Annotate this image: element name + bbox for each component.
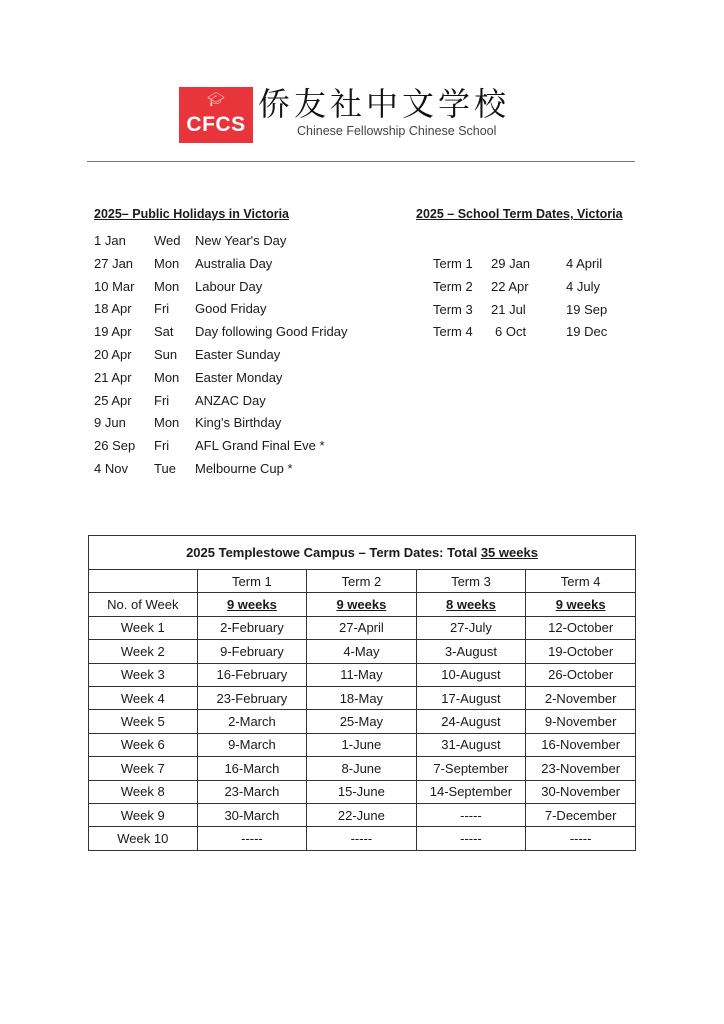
table-caption	[89, 536, 636, 570]
table-cell: 18-May	[307, 686, 416, 709]
holiday-date: 19 Apr	[94, 324, 132, 340]
row-label: Week 8	[89, 780, 198, 803]
holiday-item	[94, 279, 374, 302]
holiday-day: Fri	[154, 301, 170, 317]
table-cell: 16-November	[526, 733, 636, 756]
holiday-item	[94, 438, 374, 461]
holiday-date: 9 Jun	[94, 415, 126, 431]
holiday-name: Day following Good Friday	[195, 324, 348, 340]
table-cell: 23-March	[197, 780, 307, 803]
term-label: Term 3	[433, 301, 473, 317]
table-row	[89, 710, 636, 733]
term-label: Term 4	[433, 324, 473, 340]
holiday-date: 26 Sep	[94, 438, 136, 454]
holiday-item	[94, 347, 374, 370]
table-cell: 23-February	[197, 686, 307, 709]
term-label: Term 2	[433, 278, 473, 294]
row-label: Week 4	[89, 686, 198, 709]
holiday-date: 27 Jan	[94, 255, 134, 271]
holiday-name: Australia Day	[195, 255, 273, 271]
holiday-item	[94, 370, 374, 393]
holiday-date: 1 Jan	[94, 233, 126, 248]
caption-total-weeks: 35 weeks	[480, 545, 538, 560]
term-start: 22 Apr	[491, 278, 529, 294]
public-holidays-title: 2025– Public Holidays in Victoria	[94, 207, 289, 221]
table-cell: -----	[416, 803, 526, 826]
row-label: Week 7	[89, 757, 198, 780]
header-cell: Term 3	[416, 570, 526, 593]
school-name-chinese: 侨友社中文学校	[258, 85, 511, 123]
holiday-day: Sat	[154, 324, 174, 340]
table-cell: 4-May	[307, 640, 416, 663]
term-start: 6 Oct	[495, 324, 527, 340]
holiday-date: 4 Nov	[94, 460, 128, 476]
row-label: Week 3	[89, 663, 198, 686]
table-row	[89, 733, 636, 756]
weeks-count-row	[89, 593, 636, 616]
table-row	[89, 616, 636, 639]
holiday-day: Mon	[154, 278, 180, 294]
weeks-count-cell: 9 weeks	[197, 593, 307, 616]
table-cell: -----	[197, 827, 307, 850]
term-end: 4 April	[566, 256, 603, 271]
holiday-day: Sun	[154, 346, 178, 362]
holiday-day: Tue	[154, 460, 176, 476]
table-row	[89, 803, 636, 826]
weeks-count-cell: 9 weeks	[307, 593, 416, 616]
table-row	[89, 640, 636, 663]
term-start: 21 Jul	[491, 301, 526, 317]
table-cell: 31-August	[416, 733, 526, 756]
table-cell: 27-April	[307, 616, 416, 639]
term-item	[433, 324, 633, 347]
table-row	[89, 757, 636, 780]
row-label: Week 1	[89, 616, 198, 639]
term-item	[433, 302, 633, 325]
public-holidays-list	[94, 233, 374, 484]
holiday-item	[94, 461, 374, 484]
holiday-day: Mon	[154, 255, 180, 271]
table-cell: 7-December	[526, 803, 636, 826]
table-cell: 15-June	[307, 780, 416, 803]
table-cell: 16-March	[197, 757, 307, 780]
table-cell: 7-September	[416, 757, 526, 780]
term-item	[433, 256, 633, 279]
table-row	[89, 663, 636, 686]
holiday-item	[94, 415, 374, 438]
row-label: Week 10	[89, 827, 198, 850]
term-label: Term 1	[433, 256, 473, 271]
table-caption-row	[89, 536, 636, 570]
holiday-item	[94, 393, 374, 416]
table-cell: 17-August	[416, 686, 526, 709]
table-cell: 27-July	[416, 616, 526, 639]
holiday-date: 21 Apr	[94, 369, 132, 385]
school-name-english: Chinese Fellowship Chinese School	[297, 124, 497, 138]
table-cell: 10-August	[416, 663, 526, 686]
holiday-item	[94, 233, 374, 256]
table-cell: 3-August	[416, 640, 526, 663]
table-cell: 30-March	[197, 803, 307, 826]
table-cell: 9-November	[526, 710, 636, 733]
logo-abbreviation: CFCS	[186, 113, 246, 136]
table-cell: 12-October	[526, 616, 636, 639]
holiday-item	[94, 256, 374, 279]
holiday-day: Wed	[154, 233, 181, 248]
term-end: 19 Dec	[566, 324, 608, 340]
holiday-name: Labour Day	[195, 278, 263, 294]
table-cell: 9-February	[197, 640, 307, 663]
header-divider	[87, 161, 635, 162]
table-cell: 2-March	[197, 710, 307, 733]
table-cell: 26-October	[526, 663, 636, 686]
row-label: No. of Week	[89, 593, 198, 616]
table-cell: -----	[416, 827, 526, 850]
holiday-day: Mon	[154, 415, 180, 431]
holiday-name: Easter Sunday	[195, 346, 281, 362]
holiday-date: 18 Apr	[94, 301, 132, 317]
table-row	[89, 780, 636, 803]
table-row	[89, 827, 636, 850]
holiday-date: 20 Apr	[94, 346, 132, 362]
table-cell: -----	[307, 827, 416, 850]
term-end: 4 July	[566, 278, 600, 294]
table-cell: 22-June	[307, 803, 416, 826]
holiday-date: 25 Apr	[94, 392, 132, 408]
table-cell: 24-August	[416, 710, 526, 733]
table-cell: 30-November	[526, 780, 636, 803]
row-label: Week 5	[89, 710, 198, 733]
caption-text: 2025 Templestowe Campus – Term Dates: Total	[186, 545, 481, 560]
header-cell: Term 2	[307, 570, 416, 593]
table-cell: 1-June	[307, 733, 416, 756]
weeks-count-cell: 9 weeks	[526, 593, 636, 616]
term-end: 19 Sep	[566, 301, 608, 317]
table-cell: 25-May	[307, 710, 416, 733]
school-terms-title: 2025 – School Term Dates, Victoria	[416, 207, 623, 221]
table-cell: 9-March	[197, 733, 307, 756]
school-terms-list	[433, 256, 633, 347]
graduation-cap-icon: 🎓︎	[207, 92, 225, 108]
holiday-name: ANZAC Day	[195, 392, 266, 408]
table-cell: 2-November	[526, 686, 636, 709]
holiday-name: AFL Grand Final Eve *	[195, 438, 325, 454]
table-header-row	[89, 570, 636, 593]
holiday-name: King's Birthday	[195, 415, 282, 431]
table-cell: 14-September	[416, 780, 526, 803]
table-cell: -----	[526, 827, 636, 850]
term-item	[433, 279, 633, 302]
holiday-item	[94, 324, 374, 347]
weeks-count-cell: 8 weeks	[416, 593, 526, 616]
header-cell	[89, 570, 198, 593]
holiday-name: Good Friday	[195, 301, 267, 317]
table-cell: 2-February	[197, 616, 307, 639]
holiday-name: New Year's Day	[195, 233, 287, 248]
holiday-date: 10 Mar	[94, 278, 135, 294]
term-start: 29 Jan	[491, 256, 531, 271]
table-row	[89, 686, 636, 709]
table-cell: 8-June	[307, 757, 416, 780]
holiday-name: Easter Monday	[195, 369, 283, 385]
school-logo	[179, 87, 253, 143]
header-cell: Term 4	[526, 570, 636, 593]
row-label: Week 9	[89, 803, 198, 826]
holiday-day: Fri	[154, 438, 170, 454]
holiday-name: Melbourne Cup *	[195, 460, 293, 476]
row-label: Week 2	[89, 640, 198, 663]
holiday-day: Fri	[154, 392, 170, 408]
table-cell: 11-May	[307, 663, 416, 686]
campus-term-dates-table	[88, 535, 636, 851]
header-cell: Term 1	[197, 570, 307, 593]
table-cell: 23-November	[526, 757, 636, 780]
holiday-item	[94, 301, 374, 324]
row-label: Week 6	[89, 733, 198, 756]
holiday-day: Mon	[154, 369, 180, 385]
table-cell: 16-February	[197, 663, 307, 686]
table-cell: 19-October	[526, 640, 636, 663]
